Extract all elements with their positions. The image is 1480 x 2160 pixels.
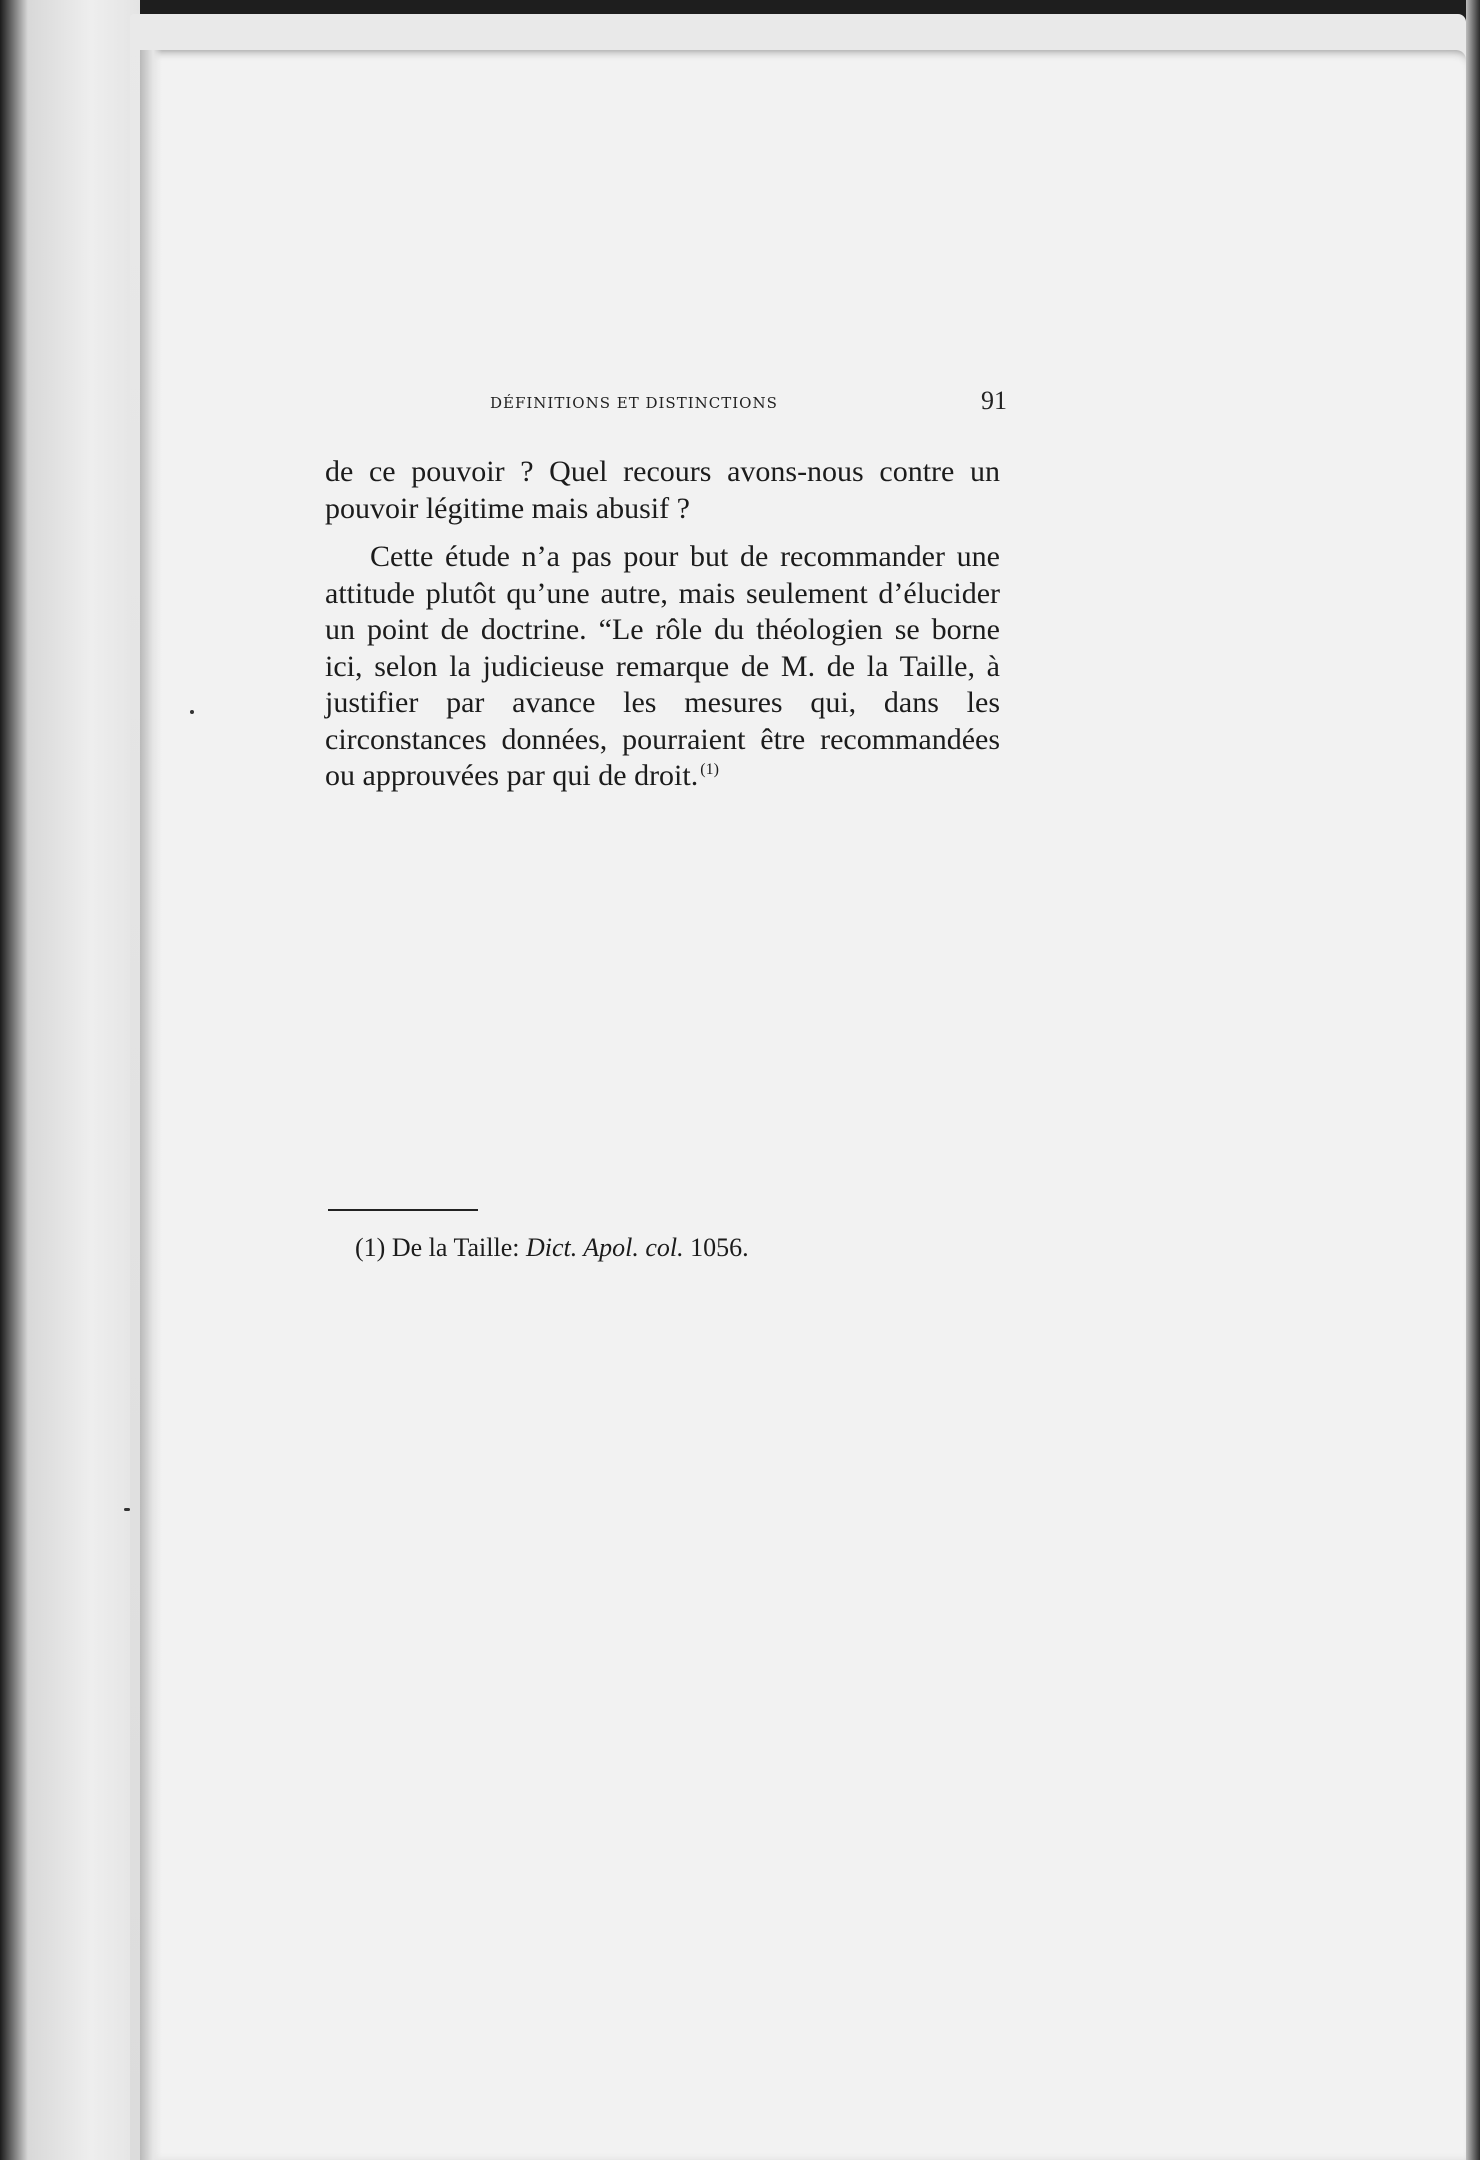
body-text — [325, 454, 1000, 795]
dust-speck — [190, 710, 194, 714]
page-number: 91 — [981, 386, 1007, 415]
footnote — [355, 1233, 955, 1263]
footnote-reference: (1) — [700, 761, 719, 778]
running-head: DÉFINITIONS ET DISTINCTIONS — [490, 394, 778, 412]
gutter-shadow — [0, 0, 140, 2160]
paragraph-text: Cette étude n’a pas pour but de recommander une attitude plutôt qu’une autre, mais seulement d’élucider un point de doctrine. “Le rôle du théologien se borne ici, selon la judicieuse remarque de M. de la Taille, à justifier par avance les mesures qui, dans les circonstances données, pourraient être recommandées ou approuvées par qui de droit. — [325, 540, 1000, 792]
footnote-work: Dict. Apol. col. — [525, 1233, 684, 1262]
footnote-rule — [328, 1209, 478, 1211]
footnote-author: De la Taille: — [391, 1233, 520, 1262]
footnote-column: 1056. — [690, 1233, 749, 1262]
book-page — [140, 50, 1466, 2160]
right-edge — [1466, 0, 1480, 2160]
footnote-marker: (1) — [355, 1233, 386, 1262]
dust-speck — [124, 1508, 130, 1511]
paragraph: de ce pouvoir ? Quel recours avons-nous contre un pouvoir légitime mais abusif ? — [325, 455, 1000, 525]
paragraph — [325, 539, 1000, 795]
